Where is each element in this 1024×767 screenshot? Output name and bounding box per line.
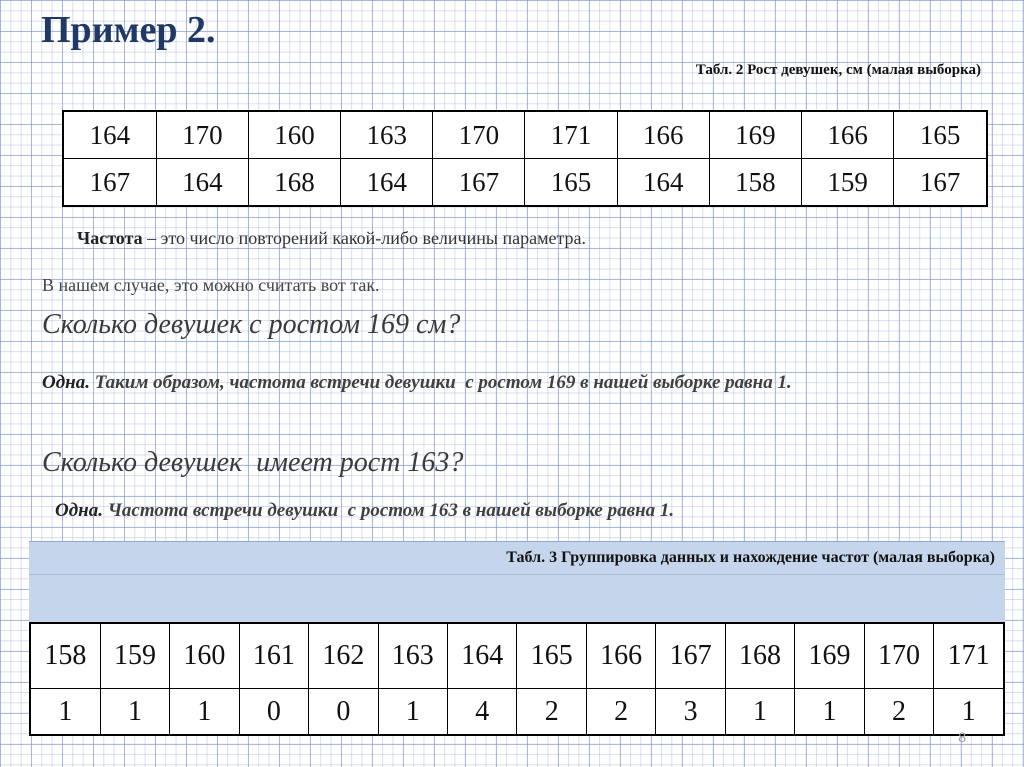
grouped-value-cell: 159 bbox=[100, 623, 169, 689]
grouped-value-cell: 164 bbox=[448, 623, 517, 689]
height-cell: 159 bbox=[801, 159, 893, 207]
height-cell: 164 bbox=[341, 159, 433, 207]
frequency-cell: 0 bbox=[239, 689, 308, 736]
height-cell: 160 bbox=[248, 111, 340, 159]
grouped-frequency-table-body bbox=[30, 623, 1004, 735]
frequency-cell: 0 bbox=[309, 689, 378, 736]
table-3-caption: Табл. 3 Группировка данных и нахождение частот (малая выборка) bbox=[29, 541, 1005, 574]
slide-title: Пример 2. bbox=[41, 9, 216, 51]
frequency-definition bbox=[77, 228, 586, 249]
grouped-value-cell: 168 bbox=[725, 623, 794, 689]
grouped-value-cell: 158 bbox=[30, 623, 100, 689]
height-cell: 165 bbox=[894, 111, 987, 159]
height-cell: 163 bbox=[341, 111, 433, 159]
frequency-cell: 1 bbox=[378, 689, 447, 736]
answer-169-text: Таким образом, частота встречи девушки с ростом 169 в нашей выборке равна 1. bbox=[89, 372, 792, 393]
grouped-frequency-block bbox=[29, 541, 1005, 736]
heights-table-row bbox=[63, 159, 987, 207]
answer-169 bbox=[42, 365, 977, 401]
height-cell: 164 bbox=[617, 159, 709, 207]
answer-163-lead: Одна. bbox=[55, 500, 103, 521]
grouped-value-cell: 165 bbox=[517, 623, 586, 689]
grouped-value-cell: 163 bbox=[378, 623, 447, 689]
frequency-cell: 1 bbox=[725, 689, 794, 736]
height-cell: 164 bbox=[63, 111, 156, 159]
height-cell: 167 bbox=[63, 159, 156, 207]
definition-text: – это число повторений какой-либо величины параметра. bbox=[142, 228, 587, 248]
height-cell: 167 bbox=[894, 159, 987, 207]
answer-169-lead: Одна. bbox=[42, 372, 90, 393]
height-cell: 170 bbox=[433, 111, 525, 159]
answer-163-text: Частота встречи девушки с ростом 163 в нашей выборке равна 1. bbox=[102, 500, 675, 521]
question-169: Сколько девушек с ростом 169 см? bbox=[42, 309, 461, 340]
frequency-cell: 1 bbox=[30, 689, 100, 736]
height-cell: 166 bbox=[801, 111, 893, 159]
frequency-cell: 2 bbox=[864, 689, 933, 736]
frequency-cell: 1 bbox=[934, 689, 1004, 736]
table-2-caption: Табл. 2 Рост девушек, см (малая выборка) bbox=[695, 62, 981, 78]
counting-note: В нашем случае, это можно считать вот так. bbox=[42, 275, 380, 295]
frequency-cell: 3 bbox=[656, 689, 725, 736]
heights-table bbox=[62, 110, 988, 207]
heights-table-body bbox=[63, 111, 987, 206]
height-cell: 166 bbox=[617, 111, 709, 159]
grouped-value-cell: 166 bbox=[586, 623, 655, 689]
height-cell: 164 bbox=[156, 159, 248, 207]
grouped-value-cell: 161 bbox=[239, 623, 308, 689]
question-163: Сколько девушек имеет рост 163? bbox=[42, 447, 464, 478]
grouped-values-row bbox=[30, 623, 1004, 689]
definition-term: Частота bbox=[77, 228, 143, 248]
height-cell: 168 bbox=[248, 159, 340, 207]
frequency-cell: 2 bbox=[586, 689, 655, 736]
height-cell: 171 bbox=[525, 111, 617, 159]
height-cell: 170 bbox=[156, 111, 248, 159]
frequency-cell: 1 bbox=[100, 689, 169, 736]
frequency-cell: 4 bbox=[448, 689, 517, 736]
height-cell: 165 bbox=[525, 159, 617, 207]
frequency-cell: 1 bbox=[170, 689, 239, 736]
page-number: 8 bbox=[958, 729, 966, 745]
height-cell: 158 bbox=[709, 159, 801, 207]
frequency-cell: 1 bbox=[795, 689, 864, 736]
grouped-value-cell: 171 bbox=[934, 623, 1004, 689]
grouped-frequency-table bbox=[29, 622, 1005, 736]
answer-163 bbox=[55, 500, 674, 522]
heights-table-row bbox=[63, 111, 987, 159]
grouped-value-cell: 167 bbox=[656, 623, 725, 689]
frequency-cell: 2 bbox=[517, 689, 586, 736]
frequencies-row bbox=[30, 689, 1004, 736]
grouped-value-cell: 170 bbox=[864, 623, 933, 689]
height-cell: 167 bbox=[433, 159, 525, 207]
height-cell: 169 bbox=[709, 111, 801, 159]
table-3-blank-band bbox=[29, 574, 1005, 622]
grouped-value-cell: 169 bbox=[795, 623, 864, 689]
grouped-value-cell: 160 bbox=[170, 623, 239, 689]
grouped-value-cell: 162 bbox=[309, 623, 378, 689]
